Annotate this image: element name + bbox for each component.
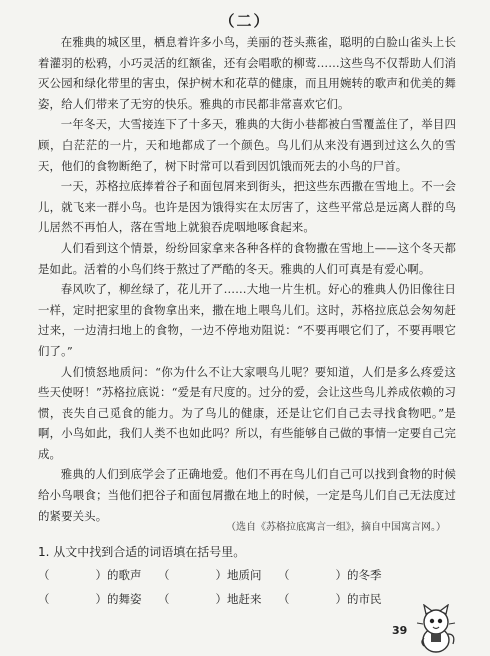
paragraph: 人们看到这个情景，纷纷回家拿来各种各样的食物撒在雪地上——这个冬天都是如此。活着的小鸟们终于熬过了严酷的冬天。雅典的人们可真是有爱心啊。 <box>38 240 456 276</box>
paragraph: 一年冬天，大雪接连下了十多天，雅典的大街小巷都被白雪覆盖住了，举目四顾，白茫茫的一片，天和地都成了一个颜色。鸟儿们从来没有遇到过这么久的雪天，他们的食物断绝了，树下时常可以看到因饥饿而死去的小鸟的尸首。 <box>38 117 456 173</box>
fill-blank-item[interactable]: （ ）的歌声 <box>38 568 142 582</box>
cartoon-cat-icon <box>414 604 458 654</box>
answer-row <box>38 591 398 607</box>
fill-blank-item[interactable]: （ ）的市民 <box>278 592 382 606</box>
paragraph: 一天，苏格拉底捧着谷子和面包屑来到街头，把这些东西撒在雪地上。不一会儿，就飞来一群小鸟。也许是因为饿得实在太厉害了，这些平常总是远离人群的鸟儿居然不再怕人，落在雪地上就狼吞虎咽地啄食起来。 <box>38 179 456 235</box>
source-citation: （选自《苏格拉底寓言一组》，摘自中国寓言网。） <box>226 522 446 533</box>
fill-blank-item[interactable]: （ ）地质问 <box>158 568 262 582</box>
question-title: 1. 从文中找到合适的词语填在括号里。 <box>38 545 246 559</box>
paragraph: 雅典的人们到底学会了正确地爱。他们不再在鸟儿们自己可以找到食物的时候给小鸟喂食；当他们把谷子和面包屑撒在地上的时候，一定是鸟儿们自己无法度过的紧要关头。 <box>38 467 456 523</box>
answer-row <box>38 567 398 583</box>
fill-blank-item[interactable]: （ ）的冬季 <box>278 568 382 582</box>
section-title: （二） <box>219 12 271 30</box>
paragraph: 春风吹了，柳丝绿了，花儿开了……大地一片生机。好心的雅典人仍旧像往日一样，定时把家里的食物拿出来，撒在地上喂鸟儿们。这时，苏格拉底总会匆匆赶过来，一边清扫地上的食物，一边不停地劝阻说：“不要再喂它们了，不要再喂它们了。” <box>38 282 456 358</box>
fill-blank-item[interactable]: （ ）的舞姿 <box>38 592 142 606</box>
paragraph: 人们愤怒地质问：“你为什么不让大家喂鸟儿呢？要知道，人们是多么疼爱这些天使呀！”苏格拉底说：“爱是有尺度的。过分的爱，会让这些鸟儿养成依赖的习惯，丧失自己觅食的能力。为了鸟儿的健康，还是让它们自己去寻找食物吧。”是啊，小鸟如此，我们人类不也如此吗？所以，有些能够自己做的事情一定要自己完成。 <box>38 364 456 461</box>
fill-blank-item[interactable]: （ ）地赶来 <box>158 592 262 606</box>
paragraph: 在雅典的城区里，栖息着许多小鸟，美丽的苍头燕雀，聪明的白脸山雀头上长着灌羽的松鸦，小巧灵活的红额雀，还有会唱歌的柳莺……这些鸟不仅帮助人们消灭公园和绿化带里的害虫，保护树木和花草的健康，而且用婉转的歌声和优美的舞姿，给人们带来了无穷的快乐。雅典的市民都非常喜欢它们。 <box>38 35 456 111</box>
article-body <box>38 32 456 526</box>
page-number: 39 <box>392 624 408 637</box>
